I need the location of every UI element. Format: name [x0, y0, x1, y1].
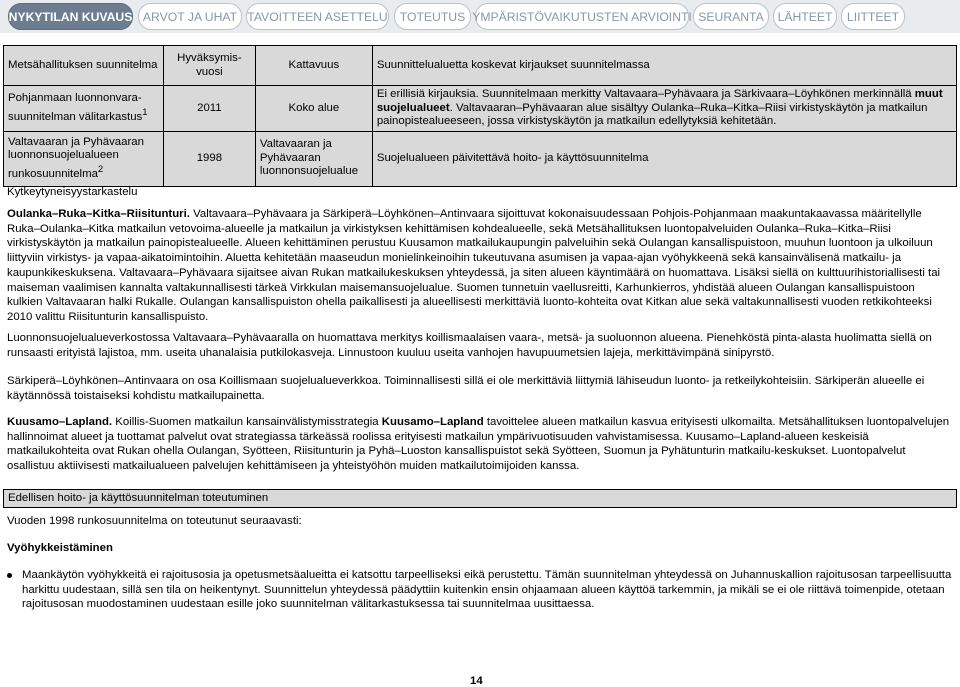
tab-lahteet[interactable]: LÄHTEET [773, 3, 837, 30]
paragraph-lead: Kuusamo–Lapland. [7, 416, 113, 428]
header-year: Hyväksymis-vuosi [163, 46, 255, 86]
zoning-heading: Vyöhykkeistäminen [7, 542, 113, 554]
implementation-title-box [3, 489, 957, 508]
list-item [7, 568, 953, 612]
paragraph-oulanka [7, 207, 953, 325]
tab-ymparistovaikutusten-arviointi[interactable]: YMPÄRISTÖVAIKUTUSTEN ARVIOINTI [475, 3, 689, 30]
implementation-title: Edellisen hoito- ja käyttösuunnitelman toteutuminen [8, 492, 269, 504]
tab-liitteet[interactable]: LIITTEET [841, 3, 905, 30]
paragraph-text: tavoittelee alueen matkailun kasvua erityisesti ulkomailta. Metsähallituksen luontopalvelujen hallinnoimat alueet ja tuottamat palvelut ovat strategiassa tärkeässä roolissa erityisesti matkailun ympärivuotisuuden vahvistamisessa. Kuusamo–Lapland-alueen keskeisiä matkailukohteita ovat Rukan ohella Oulangan, Syötteen, Riisitunturin ja Pyhä–Luoston kansallispuistot sekä Syötteen, Suomun ja Pyhätunturin matkailu-keskukset. Luontopalvelut osallistuu aktiivisesti matkailualueen palvelujen kehittämiseen ja yhteistyöhön muiden matkailutoimijoiden kanssa. [7, 416, 950, 473]
coverage-cell: Valtavaaran ja Pyhävaaran luonnonsuojelualue [255, 131, 372, 186]
table-row [4, 131, 957, 186]
header-notes: Suunnittelualuetta koskevat kirjaukset suunnitelmassa [372, 46, 956, 86]
paragraph-network: Luonnonsuojelualueverkostossa Valtavaara–Pyhävaaralla on huomattava merkitys koillismaalaisen vaara-, metsä- ja suoluonnon alueena. Pienehköstä pinta-alasta huolimatta siellä on runsaasti erityistä lajistoa, mm. useita uhanalaisia putkilokasveja. Linnustoon kuuluu useita vanhojen havupuumetsien lajeja, merkittävimpänä sinipyrstö. [7, 332, 932, 359]
tab-toteutus[interactable]: TOTEUTUS [394, 3, 471, 30]
paragraph-text: Valtavaara–Pyhävaara ja Särkiperä–Löyhkönen–Antinvaara sijoittuvat kokonaisuudessaan Pohjois-Pohjanmaan maakuntakaavassa määritellylle Ruka–Oulanka–Kitka matkailun vetovoima-alueelle ja matkailun ja virkistyksen kehittämisen kohdealueelle, sekä Metsähallituksen luontopalveluiden Oulanka–Ruka–Kitka–Riisi virkistyskäytön ja matkailun painopistealueelle. Alueen kehittäminen perustuu Kuusamon matkailukaupungin palveluihin sekä Oulangan kansallispuistoon, muuhun luontoon ja ulkoiluun liittyviin virkistys- ja vapaa-aikatoimintoihin. Aluetta kehitetään maaseudun monielinkeinoihin tukeutuvana asumisen ja vapaa-ajan vyöhykkeenä sekä kansainvälisenä matkailu- ja kaupunkikeskuksena. Valtavaara–Pyhävaara sijaitsee aivan Rukan matkailukeskuksen yhteydessä, ja siten alueen käyntimäärä on huomattava. Lisäksi siellä on kulttuurihistoriallisesti tai maiseman vaalimisen kannalta valtakunnallisesti tärkeä Virkkulan maisemansuojelualue. Suomen tunnetuin vaellusreitti, Karhunkierros, yhdistää alueen Oulangan kansallispuistoon kulkien Valtavaaran halki Rukalle. Oulangan kansallispuiston ohella paikallisesti ja alueellisesti merkittäviä luonto-kohteita ovat Kitkan alue sekä valtakunnallisesti vuoden retkikohteeksi 2010 valittu Riisitunturin kansallispuisto. [7, 208, 941, 323]
paragraph-sarkipera: Särkiperä–Löyhkönen–Antinvaara on osa Koillismaan suojelualueverkkoa. Toiminnallisesti sillä ei ole merkittäviä liittymiä lähiseudun luonto- ja retkeilykohteisiin. Särkiperän alueelle ei käytännössä toistaiseksi kohdistu matkailupainetta. [7, 375, 925, 402]
table-row [4, 86, 957, 132]
header-plan: Metsähallituksen suunnitelma [4, 46, 164, 86]
tab-seuranta[interactable]: SEURANTA [693, 3, 769, 30]
implementation-intro: Vuoden 1998 runkosuunnitelma on toteutunut seuraavasti: [7, 515, 302, 527]
notes-cell [372, 86, 956, 132]
top-navigation [0, 0, 960, 33]
bullet-icon [7, 573, 12, 578]
paragraph-kuusamo-lapland [7, 415, 953, 474]
notes-text: Ei erillisiä kirjauksia. Suunnitelmaan merkitty Valtavaara–Pyhävaara ja Särkivaara–Löyhkönen merkinnällä [376, 88, 915, 100]
header-coverage: Kattavuus [255, 46, 372, 86]
footnote-mark: 2 [97, 163, 104, 175]
notes-text-rest: . Valtavaaran–Pyhävaaran alue sisältyy Oulanka–Ruka–Kitka–Riisi virkistyskäytön ja matkailun painopistealueeseen, jossa virkistyskäytön ja matkailun edellytyksiä kehitetään. [376, 101, 928, 127]
plan-name-cell [4, 86, 164, 132]
page-number: 14 [470, 675, 483, 687]
section-label-connectivity: Kytkeytyneisyystarkastelu [7, 186, 138, 198]
paragraph-lead: Oulanka–Ruka–Kitka–Riisitunturi. [7, 208, 190, 220]
paragraph-text: Koillis-Suomen matkailun kansainvälistymisstrategia [112, 416, 382, 428]
footnote-mark: 1 [142, 106, 148, 118]
coverage-cell: Koko alue [255, 86, 372, 132]
notes-bold-term: muut suojelualueet [376, 88, 943, 114]
tab-nykytilan-kuvaus[interactable]: NYKYTILAN KUVAUS [8, 3, 133, 30]
plans-table [3, 45, 957, 187]
notes-cell: Suojelualueen päivitettävä hoito- ja käyttösuunnitelma [372, 131, 956, 186]
year-cell: 2011 [163, 86, 255, 132]
tab-tavoitteen-asettelu[interactable]: TAVOITTEEN ASETTELU [246, 3, 389, 30]
tab-arvot-ja-uhat[interactable]: ARVOT JA UHAT [138, 3, 242, 30]
plan-name: Pohjanmaan luonnonvara-suunnitelman välitarkastus [8, 92, 143, 123]
list-item-text: Maankäytön vyöhykkeitä ei rajoitusosia ja opetusmetsäalueitta ei katsottu tarpeelliseksi eikä perustettu. Tämän suunnitelman yhteydessä on Juhannuskallion rajoitusosan tarpeellisuutta harkittu uudestaan, sillä sen tila on heikentynyt. Suunnittelun yhteydessä päädyttiin kuitenkin ensin ohjaamaan alueen käyttöä tarkemmin, ja mikäli se ei ole riittävä toimenpide, otetaan rajoitusosan muodostaminen uudestaan esille joko suunnitelman välitarkastuksessa tai suunnitelmaa uusittaessa. [22, 569, 952, 611]
year-cell: 1998 [163, 131, 255, 186]
table-header-row [4, 46, 957, 86]
plan-name-cell [4, 131, 164, 186]
paragraph-bold-term: Kuusamo–Lapland [381, 416, 484, 428]
plan-name: Valtavaaran ja Pyhävaaran luonnonsuojelualueen runkosuunnitelma [8, 135, 144, 180]
